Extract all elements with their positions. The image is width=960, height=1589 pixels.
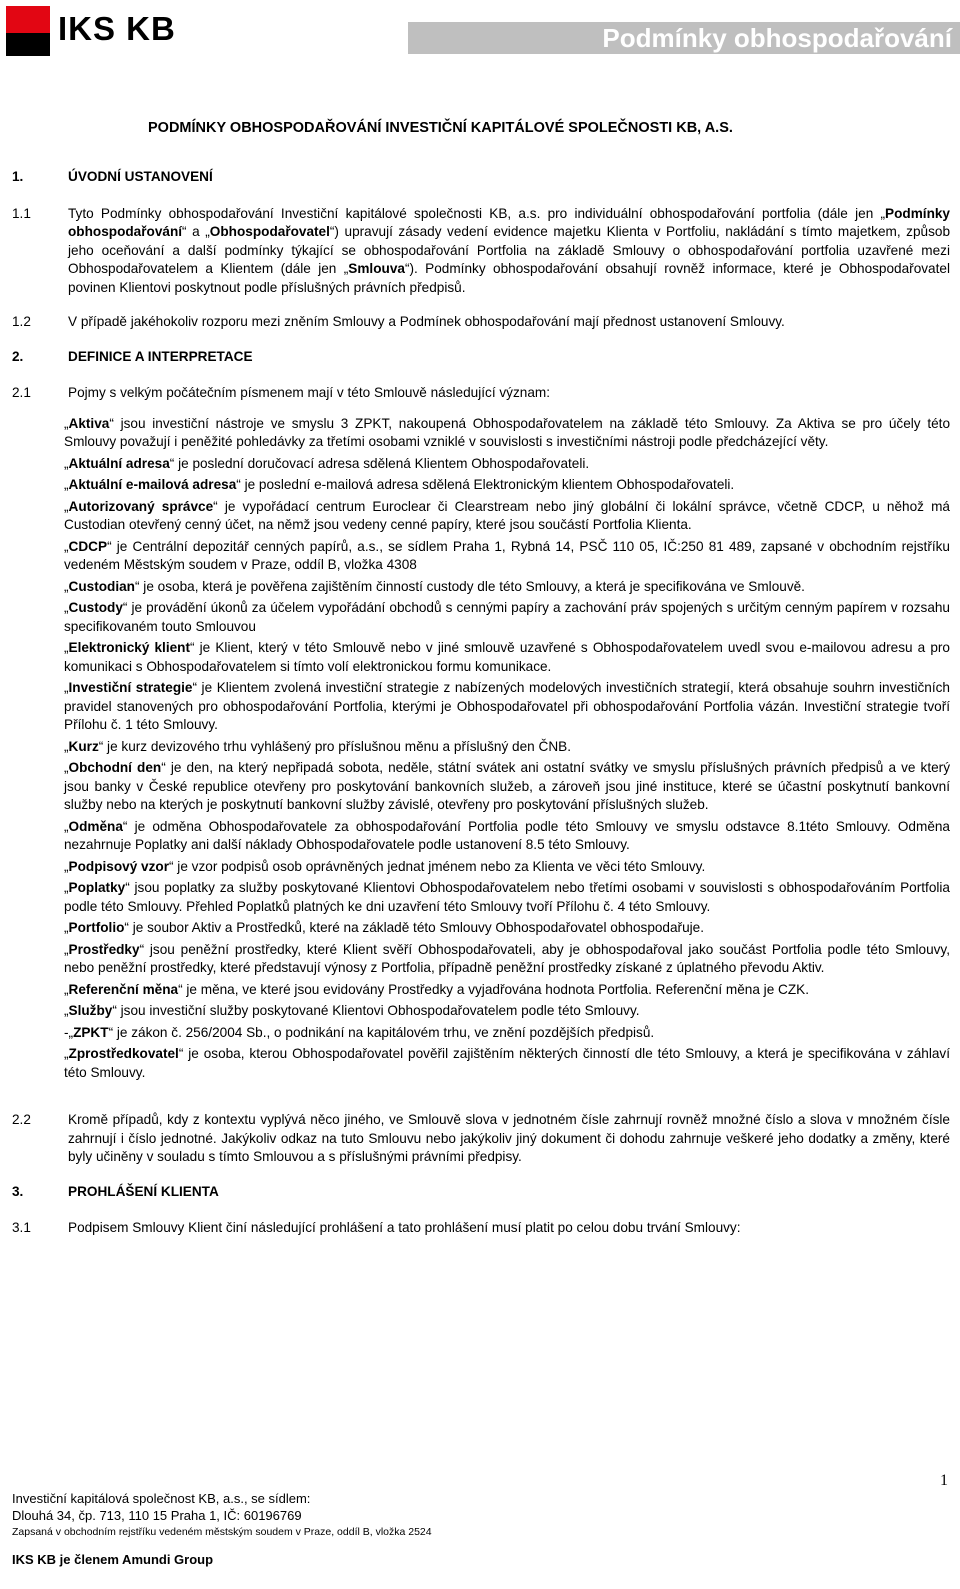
logo-text: IKS KB [58, 10, 176, 47]
definition-term: Služby [68, 1003, 113, 1018]
section-title: PROHLÁŠENÍ KLIENTA [68, 1183, 219, 1199]
definition-item: „Podpisový vzor“ je vzor podpisů osob oprávněných jednat jménem nebo za Klienta ve věci této Smlouvy. [64, 858, 706, 874]
definition-item: „Obchodní den“ je den, na který nepřipadá sobota, neděle, státní svátek ani ostatní svátky ve smyslu příslušných právních předpisů a ve který jsou banky v České republice otevřeny pro poskytování bankovních služeb, a zároveň jsou jiné instituce, které se účastní poskytnutí bankovní služby nebo na kterých je poskytnutí bankovní služby závislé, otevřeny pro poskytování příslušných služeb. [64, 760, 951, 812]
definition-item: „Custodian“ je osoba, která je pověřena zajištěním činností custody dle této Smlouvy, a která je specifikována ve Smlouvě. [64, 578, 805, 594]
definition-term: Aktuální adresa [68, 455, 170, 471]
definition-item: „Služby“ jsou investiční služby poskytované Klientovi Obhospodařovatelem podle této Smlouvy. [64, 1003, 640, 1018]
paragraph-number: 2.2 [12, 1112, 31, 1127]
definition-term: Aktuální e-mailová adresa [68, 477, 237, 492]
definition-term: Autorizovaný správce [68, 498, 214, 514]
definitions-list [64, 415, 950, 1083]
section-title: ÚVODNÍ USTANOVENÍ [68, 169, 213, 184]
section-title: DEFINICE A INTERPRETACE [68, 348, 253, 364]
definition-term: Referenční měna [68, 981, 179, 997]
paragraph-2-1 [12, 384, 950, 403]
section-number: 3. [12, 1183, 24, 1199]
paragraph-number: 1.2 [12, 314, 31, 329]
definition-item: „Odměna“ je odměna Obhospodařovatele za obhospodařování Portfolia podle této Smlouvy ve smyslu odstavce 8.1této Smlouvy. Odměna nezahrnuje Poplatky ani další náklady Obhospodařovatele podle ustanovení 8.5 této Smlouvy. [64, 818, 950, 852]
definition-item: „Autorizovaný správce“ je vypořádací centrum Euroclear či Clearstream nebo jiný globální či lokální správce, včetně CDCP, u něhož má Custodian otevřený cenný účet, na němž jsou vedeny cenné papíry, které jsou součástí Portfolia Klienta. [64, 498, 950, 532]
definition-item: „Aktiva“ jsou investiční nástroje ve smyslu 3 ZPKT, nakoupená Obhospodařovatelem na základě této Smlouvy. Za Aktiva se pro účely této Smlouvy považují i peněžité pohledávky za třetími osobami vzniklé v souvislosti s investičními nástroji podle předcházející věty. [64, 415, 950, 449]
paragraph-text: Kromě případů, kdy z kontextu vyplývá něco jiného, ve Smlouvě slova v jednotném čísle zahrnují rovněž množné číslo a slova v množném čísle zahrnují i číslo jednotné. Jakýkoliv odkaz na tuto Smlouvu nebo jakýkoliv jiný dokument či dohodu zahrnuje veškeré jeho dodatky a změny, které byly učiněny v souladu s tímto Smlouvou a s příslušnými právními předpisy. [68, 1112, 950, 1164]
definition-item: „CDCP“ je Centrální depozitář cenných papírů, a.s., se sídlem Praha 1, Rybná 14, PSČ 110 05, IČ:250 81 489, zapsané v obchodním rejstříku vedeném Městským soudem v Praze, oddíl B, vložka 4308 [64, 538, 950, 572]
definition-item: „Portfolio“ je soubor Aktiv a Prostředků, které na základě této Smlouvy Obhospodařovatel obhospodařuje. [64, 920, 705, 935]
page-footer [12, 1490, 950, 1567]
paragraph-text: Pojmy s velkým počátečním písmenem mají v této Smlouvě následující význam: [68, 385, 551, 400]
definition-term: Poplatky [68, 880, 126, 895]
definition-item: „Kurz“ je kurz devizového trhu vyhlášený pro příslušnou měnu a příslušný den ČNB. [64, 738, 571, 754]
definition-item: „Investiční strategie“ je Klientem zvolená investiční strategie z nabízených modelových investičních strategií, která obsahuje souhrn investičních pravidel stanovených pro obhospodařování Portfolia, kterými je Obhospodařovatel při obhospodařování Portfolia vázán. Investiční strategie tvoří Přílohu č. 1 této Smlouvy. [64, 680, 950, 732]
footer-company: Investiční kapitálová společnost KB, a.s., se sídlem: [12, 1491, 311, 1506]
paragraph-number: 1.1 [12, 205, 31, 221]
definition-term: Zprostředkovatel [68, 1046, 179, 1061]
document-body [12, 168, 950, 1254]
paragraph-2-2 [12, 1111, 950, 1167]
header-banner [408, 22, 960, 54]
logo-black-block [6, 33, 50, 56]
definition-item: „Aktuální e-mailová adresa“ je poslední e-mailová adresa sdělená Elektronickým klientem Obhospodařovateli. [64, 477, 735, 492]
definition-term: Podpisový vzor [68, 858, 169, 874]
footer-group: IKS KB je členem Amundi Group [12, 1552, 214, 1567]
definition-item: „Custody“ je provádění úkonů za účelem vypořádání obchodů s cennými papíry a zachování práv spojených s určitým cenným papírem v rozsahu specifikovaném touto Smlouvou [64, 600, 950, 634]
page-number: 1 [940, 1472, 948, 1489]
definition-term: ZPKT [73, 1024, 109, 1040]
footer-address: Dlouhá 34, čp. 713, 110 15 Praha 1, IČ: 60196769 [12, 1508, 302, 1523]
section-heading-1 [12, 168, 950, 187]
document-title: PODMÍNKY OBHOSPODAŘOVÁNÍ INVESTIČNÍ KAPITÁLOVÉ SPOLEČNOSTI KB, A.S. [148, 120, 733, 136]
definition-term: Kurz [68, 738, 99, 754]
definition-term: CDCP [68, 538, 108, 554]
logo-mark [6, 6, 50, 56]
paragraph-1-1 [12, 205, 950, 298]
paragraph-text: Tyto Podmínky obhospodařování Investiční kapitálové společnosti KB, a.s. pro individuální obhospodařování portfolia (dále jen „Podmínky obhospodařování“ a „Obhospodařovatel“) upravují zásady vedení evidence majetku Klienta v Portfoliu, nakládání s tímto majetkem, způsob jeho oceňování a další podmínky týkající se obhospodařování Portfolia na základě Smlouvy o obhospodařování portfolia uzavřené mezi Obhospodařovatelem a Klientem (dále jen „Smlouva“). Podmínky obhospodařování obsahují rovněž informace, které je Obhospodařovatel povinen Klientovi poskytnout podle příslušných právních předpisů. [68, 205, 951, 295]
definition-term: Aktiva [68, 415, 110, 431]
paragraph-number: 2.1 [12, 385, 31, 400]
footer-registry: Zapsaná v obchodním rejstříku vedeném městským soudem v Praze, oddíl B, vložka 2524 [12, 1526, 432, 1538]
definition-term: Custodian [68, 578, 135, 594]
definition-item: „Aktuální adresa“ je poslední doručovací adresa sdělená Klientem Obhospodařovateli. [64, 455, 590, 471]
definition-term: Investiční strategie [68, 680, 193, 695]
section-heading-2 [12, 348, 950, 367]
paragraph-1-2 [12, 313, 950, 332]
definition-term: Custody [68, 600, 123, 615]
definition-item: „Zprostředkovatel“ je osoba, kterou Obhospodařovatel pověřil zajištěním některých činností dle této Smlouvy, a která je specifikována v záhlaví této Smlouvy. [64, 1046, 950, 1080]
definition-term: Portfolio [68, 920, 125, 935]
definition-item: „Elektronický klient“ je Klient, který v této Smlouvě nebo v jiné smlouvě uzavřené s Obhospodařovatelem uvedl svou e-mailovou adresu a pro komunikaci s Obhospodařovatelem si tímto volí elektronickou formu komunikace. [64, 640, 950, 674]
definition-term: Prostředky [68, 941, 140, 957]
paragraph-text: Podpisem Smlouvy Klient činí následující prohlášení a tato prohlášení musí platit po celou dobu trvání Smlouvy: [68, 1220, 741, 1235]
definition-term: Elektronický klient [68, 640, 191, 655]
definition-item: „Poplatky“ jsou poplatky za služby poskytované Klientovi Obhospodařovatelem nebo třetími osobami v souvislosti s obhospodařováním Portfolia podle této Smlouvy. Přehled Poplatků platných ke dni uzavření této Smlouvy tvoří Přílohu č. 4 této Smlouvy. [64, 880, 950, 914]
definition-term: Obchodní den [68, 760, 162, 775]
definition-term: Odměna [68, 818, 123, 834]
definition-item: -„ZPKT“ je zákon č. 256/2004 Sb., o podnikání na kapitálovém trhu, ve znění pozdějších předpisů. [64, 1024, 655, 1040]
paragraph-3-1 [12, 1219, 950, 1238]
paragraph-text: V případě jakéhokoliv rozporu mezi zněním Smlouvy a Podmínek obhospodařování mají přednost ustanovení Smlouvy. [68, 314, 785, 329]
banner-title: Podmínky obhospodařování [602, 23, 952, 53]
definition-item: „Prostředky“ jsou peněžní prostředky, které Klient svěří Obhospodařovateli, aby je obhospodařoval jako součást Portfolia podle této Smlouvy, nebo peněžní prostředky, které představují výnosy z Portfolia, případně peněžní prostředky získané z úplatného převodu Aktiv. [64, 941, 950, 975]
paragraph-number: 3.1 [12, 1220, 31, 1235]
definition-item: „Referenční měna“ je měna, ve které jsou evidovány Prostředky a vyjadřována hodnota Portfolia. Referenční měna je CZK. [64, 981, 809, 997]
section-number: 2. [12, 348, 24, 364]
section-heading-3 [12, 1183, 950, 1202]
section-number: 1. [12, 169, 24, 184]
